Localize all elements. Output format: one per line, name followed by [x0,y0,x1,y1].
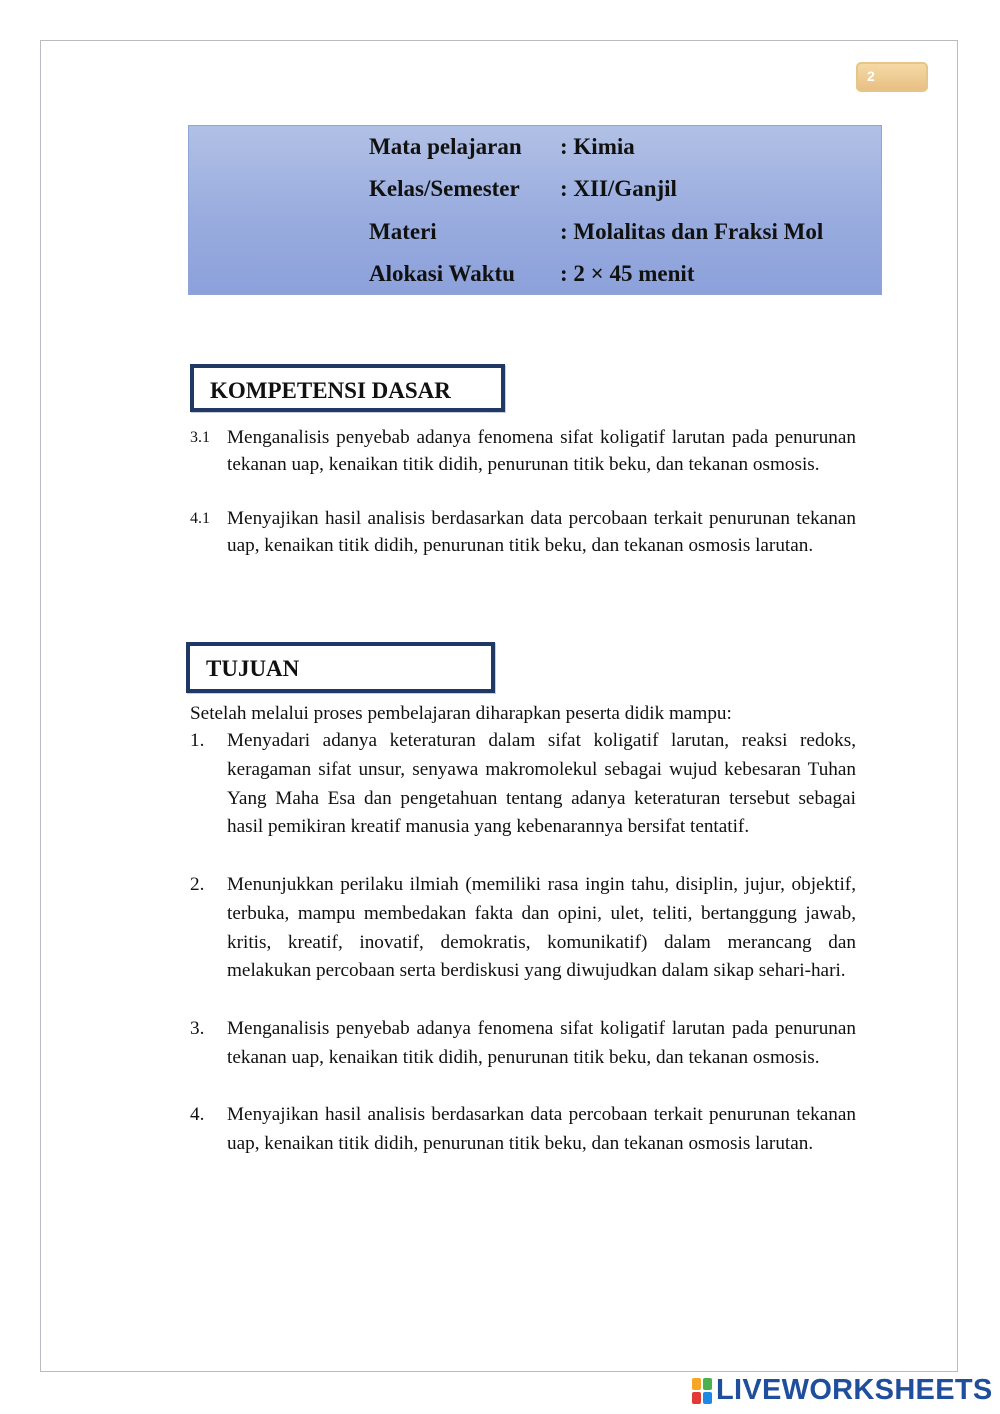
tujuan-item-text: Menyajikan hasil analisis berdasarkan data percobaan terkait penurunan tekanan uap, kenaikan titik didih, penurunan titik beku, dan tekanan osmosis larutan. [227,1104,856,1154]
tujuan-item-number: 2. [190,874,205,895]
info-label: Alokasi Waktu [369,261,515,286]
tujuan-item-number: 1. [190,730,205,751]
tujuan-item [190,1015,856,1073]
tujuan-item [190,1101,856,1159]
watermark-text: LIVEWORKSHEETS [716,1374,993,1406]
page-number-badge [856,62,928,92]
info-value: : Kimia [560,134,635,159]
kompetensi-item [190,424,856,478]
tujuan-item-text: Menunjukkan perilaku ilmiah (memiliki rasa ingin tahu, disiplin, jujur, objektif, terbuka, mampu membedakan fakta dan opini, ulet, teliti, bertanggung jawab, kritis, kreatif, inovatif, demokratis, komunikatif) dalam merancang dan melakukan percobaan serta berdiskusi yang diwujudkan dalam sikap sehari-hari. [227,874,856,982]
tujuan-heading: TUJUAN [186,642,495,693]
info-value: : Molalitas dan Fraksi Mol [560,219,824,244]
info-value: : 2 × 45 menit [560,261,695,286]
tujuan-item-number: 3. [190,1018,205,1039]
kompetensi-item-text: Menyajikan hasil analisis berdasarkan data percobaan terkait penurunan tekanan uap, kenaikan titik didih, penurunan titik beku, dan tekanan osmosis larutan. [227,508,856,556]
kompetensi-item [190,505,856,559]
tujuan-intro: Setelah melalui proses pembelajaran diharapkan peserta didik mampu: [190,703,732,724]
tujuan-item-text: Menganalisis penyebab adanya fenomena sifat koligatif larutan pada penurunan tekanan uap, kenaikan titik didih, penurunan titik beku, dan tekanan osmosis. [227,1018,856,1068]
kompetensi-item-text: Menganalisis penyebab adanya fenomena sifat koligatif larutan pada penurunan tekanan uap, kenaikan titik didih, penurunan titik beku, dan tekanan osmosis. [227,427,856,475]
liveworksheets-logo-icon [692,1378,712,1404]
tujuan-item [190,871,856,986]
page-number: 2 [867,68,875,84]
tujuan-item-text: Menyadari adanya keteraturan dalam sifat koligatif larutan, reaksi redoks, keragaman sifat unsur, senyawa makromolekul sebagai wujud kebesaran Tuhan Yang Maha Esa dan pengetahuan tentang adanya keteraturan tersebut sebagai hasil pemikiran kreatif manusia yang kebenarannya bersifat tentatif. [227,730,856,838]
info-label: Kelas/Semester [369,176,520,201]
tujuan-item [190,727,856,842]
tujuan-item-number: 4. [190,1104,205,1125]
kompetensi-item-number: 4.1 [190,510,210,527]
info-label: Mata pelajaran [369,134,522,159]
kompetensi-item-number: 3.1 [190,429,210,446]
info-value: : XII/Ganjil [560,176,677,201]
kompetensi-dasar-heading: KOMPETENSI DASAR [190,364,505,412]
info-label: Materi [369,219,437,244]
lesson-info-box [188,125,882,295]
